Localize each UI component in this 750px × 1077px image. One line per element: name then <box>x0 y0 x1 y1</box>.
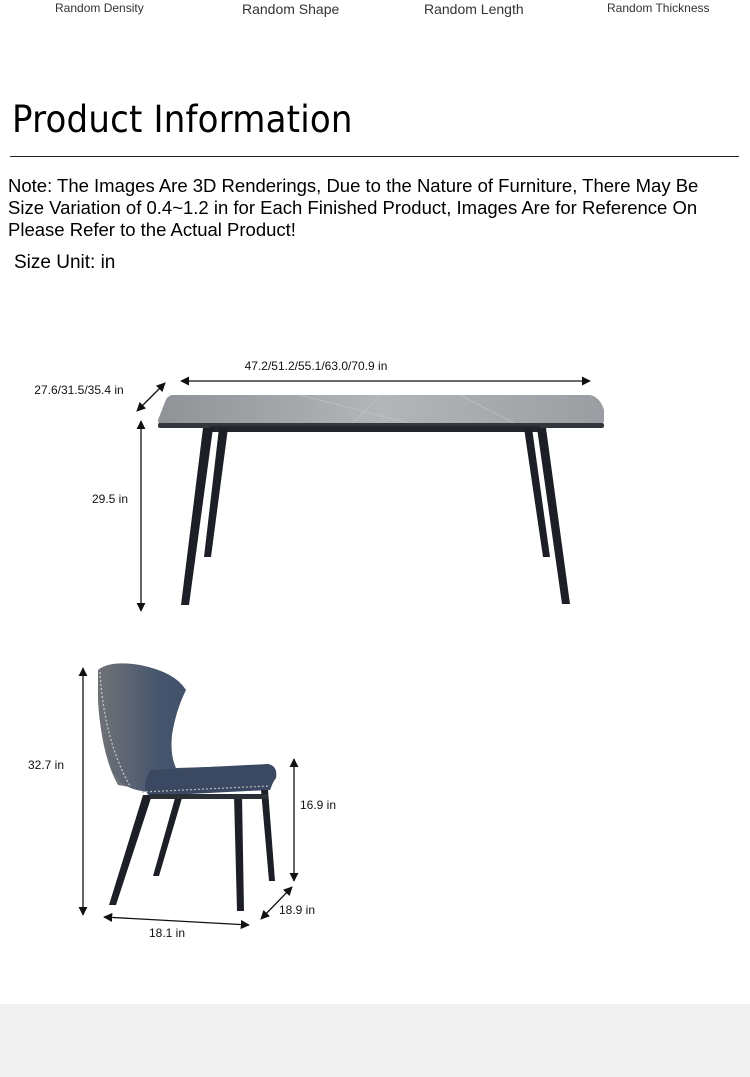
chair-leg-front-left <box>109 795 152 905</box>
feature-label-thickness: Random Thickness <box>607 1 710 15</box>
chair-height-label: 32.7 in <box>27 758 65 772</box>
dining-table-illustration <box>158 395 604 605</box>
note-line-3: Please Refer to the Actual Product! <box>8 219 296 240</box>
chair-seat-height-label: 16.9 in <box>299 798 337 812</box>
table-top <box>158 395 604 426</box>
table-length-label: 47.2/51.2/55.1/63.0/70.9 in <box>244 359 388 373</box>
section-title: Product Information <box>12 98 353 141</box>
feature-label-density: Random Density <box>55 1 144 15</box>
chair-width-arrow <box>104 917 249 925</box>
dining-chair-illustration <box>98 663 276 911</box>
chair-depth-label: 18.9 in <box>278 903 316 917</box>
next-section-preview <box>0 1004 750 1077</box>
note-line-2: Size Variation of 0.4~1.2 in for Each Finished Product, Images Are for Reference On <box>8 197 698 218</box>
size-unit-label: Size Unit: in <box>14 252 116 273</box>
table-height-label: 29.5 in <box>91 492 129 506</box>
chair-leg-front-right <box>234 795 244 911</box>
feature-label-shape: Random Shape <box>242 1 340 17</box>
chair-leg-back-left <box>153 798 182 876</box>
chair-width-label: 18.1 in <box>148 926 186 940</box>
chair-leg-back-right <box>261 790 275 881</box>
table-width-label: 27.6/31.5/35.4 in <box>34 383 124 397</box>
table-leg-front-left <box>181 428 213 605</box>
table-width-arrow <box>137 383 165 411</box>
feature-label-length: Random Length <box>424 1 524 17</box>
note-line-1: Note: The Images Are 3D Renderings, Due to the Nature of Furniture, There May Be <box>8 175 699 196</box>
